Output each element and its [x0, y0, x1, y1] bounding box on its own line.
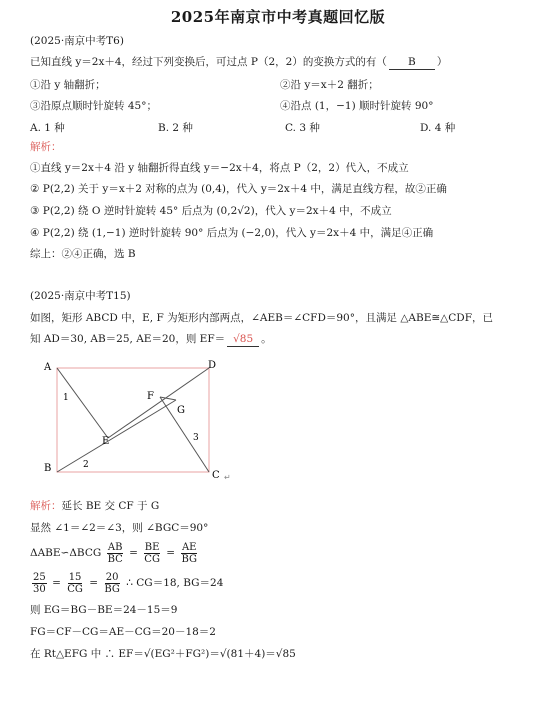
q1-option-3: ③沿原点顺时针旋转 45°；: [30, 100, 157, 112]
label-g: G: [177, 405, 185, 416]
paragraph-mark: ↵: [224, 473, 231, 482]
angle-label-3: 3: [193, 433, 199, 443]
geometry-figure: [40, 358, 240, 483]
q1-option-4: ④沿点 (1，−1) 顺时针旋转 90°: [280, 100, 434, 112]
angle-label-1: 1: [63, 393, 69, 403]
q1-stem-close: ）: [436, 56, 448, 68]
fraction-num: AE: [181, 541, 197, 553]
fraction-ae-bg: [180, 542, 198, 565]
q2-source: (2025·南京中考T15): [30, 290, 131, 302]
segment-ae: [57, 368, 108, 438]
q2-solution-4: 则 EG＝BG－BE＝24－15＝9: [30, 604, 178, 616]
q1-choice-d: D. 4 种: [420, 122, 456, 134]
q1-stem-text: 已知直线 y＝2x＋4，经过下列变换后，可过点 P（2，2）的变换方式的有（: [30, 56, 387, 68]
label-c: C: [212, 470, 220, 481]
label-e: E: [102, 436, 110, 447]
q2-solution-1: 显然 ∠1＝∠2＝∠3，则 ∠BGC＝90°: [30, 522, 209, 534]
q1-solution-3: ③ P(2,2) 绕 O 逆时针旋转 45° 后点为 (0,2√2)，代入 y＝2x＋4 中，不成立: [30, 205, 392, 217]
q2-similar-text: ΔABE∽ΔBCG: [30, 547, 102, 559]
q1-choice-a: A. 1 种: [30, 122, 65, 134]
fraction-den: CG: [144, 553, 160, 565]
q1-stem: [30, 56, 447, 70]
q1-choice-c: C. 3 种: [285, 122, 320, 134]
q2-result-text: ∴ CG＝18, BG＝24: [126, 577, 224, 589]
segment-ed: [108, 368, 209, 438]
q1-choice-b: B. 2 种: [158, 122, 193, 134]
q1-solution-2: ② P(2,2) 关于 y＝x＋2 对称的点为 (0,4)，代入 y＝2x＋4 中，满足直线方程，故②正确: [30, 183, 447, 195]
q1-solution-1: ①直线 y＝2x＋4 沿 y 轴翻折得直线 y＝−2x＋4，将点 P（2，2）代入，不成立: [30, 162, 409, 174]
q1-source: (2025·南京中考T6): [30, 35, 124, 47]
q2-solution-label: 解析：: [30, 500, 62, 512]
q2-solution-5: FG＝CF－CG＝AE－CG＝20－18＝2: [30, 626, 216, 638]
q2-solution-6: 在 Rt△EFG 中 ∴ EF＝√(EG²＋FG²)＝√(81＋4)＝√85: [30, 648, 296, 660]
fraction-den: BC: [107, 553, 123, 565]
q2-answer: √85: [227, 333, 259, 347]
label-b: B: [44, 463, 52, 474]
fraction-be-cg: [143, 542, 161, 565]
q1-option-1: ①沿 y 轴翻折；: [30, 79, 106, 91]
angle-label-2: 2: [83, 460, 89, 470]
q2-stem-2: [30, 333, 272, 347]
fraction-ab-bc: [107, 542, 124, 565]
q1-answer: B: [389, 56, 435, 70]
fraction-num: 25: [33, 571, 46, 583]
q2-solution-2: ΔABE∽ΔBCG $\frac{AB}{BC}$ = $\frac{BE}{CG}$ = $\frac{AE}{BG}$: [30, 541, 197, 565]
q2-solution-head-text: 延长 BE 交 CF 于 G: [61, 500, 160, 512]
q2-stem-1: 如图，矩形 ABCD 中，E, F 为矩形内部两点，∠AEB＝∠CFD＝90°，且满足 △ABE≅△CDF，已: [30, 312, 493, 324]
fraction-num: BE: [144, 541, 160, 553]
fraction-num: AB: [107, 541, 123, 553]
q2-stem-2-end: 。: [261, 333, 272, 345]
page-title: 2025年南京市中考真题回忆版: [170, 8, 386, 26]
segment-bg: [57, 400, 176, 472]
q1-solution-5: 综上：②④正确，选 B: [30, 248, 136, 260]
fraction-den: 30: [33, 583, 46, 595]
label-a: A: [44, 362, 52, 373]
q2-solution-head: [30, 500, 159, 513]
q2-stem-2-text: 知 AD＝30, AB＝25, AE＝20，则 EF＝: [30, 333, 226, 345]
q1-solution-label: 解析：: [30, 141, 62, 153]
fraction-20-bg: [103, 572, 121, 595]
q2-solution-3: $\frac{25}{30}$ = $\frac{15}{CG}$ = $\frac{20}{BG}$ ∴ CG＝18, BG＝24: [33, 571, 224, 595]
q1-option-2: ②沿 y＝x＋2 翻折；: [280, 79, 379, 91]
fraction-num: 15: [68, 571, 82, 583]
fraction-num: 20: [105, 571, 119, 583]
fraction-den: BG: [181, 553, 197, 565]
fraction-den: CG: [67, 583, 83, 595]
label-d: D: [208, 360, 217, 371]
label-f: F: [147, 391, 154, 402]
fraction-15-cg: [66, 572, 84, 595]
fraction-den: BG: [104, 583, 120, 595]
q1-solution-4: ④ P(2,2) 绕 (1,−1) 逆时针旋转 90° 后点为 (−2,0)，代入 y＝2x＋4 中，满足④正确: [30, 227, 434, 239]
segment-fg: [160, 397, 176, 400]
fraction-25-30: [32, 572, 47, 595]
